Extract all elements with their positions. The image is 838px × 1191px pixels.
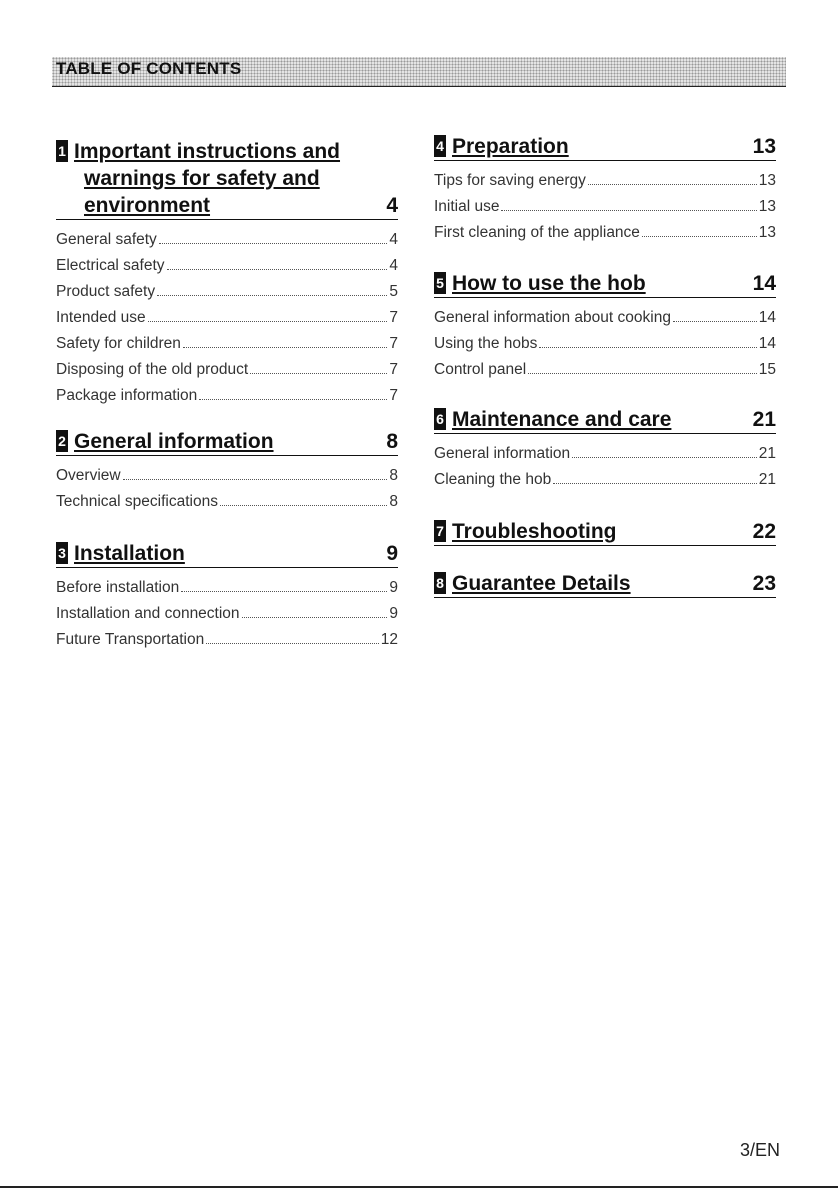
dot-leader: [199, 399, 387, 400]
toc-entry-label: Before installation: [56, 579, 180, 596]
section-heading[interactable]: [434, 270, 776, 298]
toc-entry-page: 8: [389, 467, 398, 484]
toc-entry[interactable]: [56, 493, 398, 519]
toc-entry[interactable]: [56, 335, 398, 361]
toc-entry-page: 4: [389, 257, 398, 274]
section-page-number: 21: [752, 408, 776, 431]
toc-entry-list: [56, 231, 398, 413]
section-page-number: 14: [752, 272, 776, 295]
toc-entry-label: Tips for saving energy: [434, 172, 586, 189]
toc-entry-list: [434, 309, 776, 387]
section-title-line: Troubleshooting: [452, 520, 617, 543]
toc-entry[interactable]: [434, 309, 776, 335]
toc-entry-list: [434, 445, 776, 497]
section-page-number: 22: [752, 520, 776, 543]
section-number-badge: 6: [434, 408, 446, 430]
toc-entry[interactable]: [434, 361, 776, 387]
toc-entry-page: 9: [389, 579, 398, 596]
toc-entry-page: 13: [758, 224, 776, 241]
toc-entry-page: 5: [389, 283, 398, 300]
section-title-line: Important instructions and: [74, 140, 341, 163]
section-title-line: How to use the hob: [452, 272, 646, 295]
toc-entry-label: Intended use: [56, 309, 146, 326]
toc-entry-page: 14: [758, 309, 776, 326]
toc-entry-list: [56, 467, 398, 519]
toc-section: [56, 540, 398, 657]
toc-entry[interactable]: [56, 605, 398, 631]
dot-leader: [220, 505, 387, 506]
toc-entry-label: Using the hobs: [434, 335, 538, 352]
section-title-line: General information: [74, 430, 274, 453]
toc-entry[interactable]: [56, 309, 398, 335]
toc-entry-label: Cleaning the hob: [434, 471, 552, 488]
toc-entry[interactable]: [434, 224, 776, 250]
toc-entry-label: Installation and connection: [56, 605, 240, 622]
dot-leader: [572, 457, 757, 458]
toc-entry-page: 13: [758, 172, 776, 189]
toc-entry[interactable]: [56, 231, 398, 257]
section-title: [56, 428, 398, 455]
section-number-badge: 1: [56, 140, 68, 162]
section-page-number: 8: [386, 430, 398, 453]
toc-entry-label: Overview: [56, 467, 121, 484]
dot-leader: [501, 210, 756, 211]
section-number-badge: 5: [434, 272, 446, 294]
toc-entry-label: First cleaning of the appliance: [434, 224, 640, 241]
toc-entry[interactable]: [434, 172, 776, 198]
toc-section: [434, 406, 776, 497]
dot-leader: [673, 321, 757, 322]
dot-leader: [167, 269, 388, 270]
page-number: 3/EN: [740, 1140, 781, 1160]
section-title-line: environment: [84, 194, 211, 217]
toc-entry-label: Future Transportation: [56, 631, 205, 648]
dot-leader: [539, 347, 756, 348]
toc-entry-page: 4: [389, 231, 398, 248]
section-page-number: 23: [752, 572, 776, 595]
toc-entry-page: 7: [389, 335, 398, 352]
section-heading[interactable]: [434, 406, 776, 434]
dot-leader: [642, 236, 757, 237]
toc-entry-page: 15: [758, 361, 776, 378]
toc-entry[interactable]: [56, 387, 398, 413]
section-heading[interactable]: [434, 133, 776, 161]
section-number-badge: 7: [434, 520, 446, 542]
toc-section: [434, 270, 776, 387]
section-number-badge: 4: [434, 135, 446, 157]
toc-entry[interactable]: [56, 361, 398, 387]
section-number-badge: 3: [56, 542, 68, 564]
dot-leader: [148, 321, 388, 322]
toc-entry-page: 7: [389, 361, 398, 378]
toc-entry-page: 12: [380, 631, 398, 648]
toc-entry-label: Electrical safety: [56, 257, 165, 274]
toc-section: [56, 428, 398, 519]
toc-entry[interactable]: [56, 631, 398, 657]
toc-section: [434, 570, 776, 598]
toc-entry[interactable]: [56, 467, 398, 493]
toc-entry[interactable]: [56, 283, 398, 309]
section-title-line: Installation: [74, 542, 185, 565]
toc-entry-list: [434, 172, 776, 250]
toc-entry-label: Initial use: [434, 198, 500, 215]
dot-leader: [181, 591, 387, 592]
section-title: [434, 406, 776, 433]
dot-leader: [123, 479, 388, 480]
dot-leader: [250, 373, 387, 374]
toc-entry-label: Package information: [56, 387, 198, 404]
section-title: [434, 270, 776, 297]
section-heading[interactable]: [56, 428, 398, 456]
section-title-line: Preparation: [452, 135, 569, 158]
toc-entry-label: Disposing of the old product: [56, 361, 249, 378]
toc-entry-label: Technical specifications: [56, 493, 218, 510]
section-heading[interactable]: [434, 570, 776, 598]
section-title: [56, 540, 398, 567]
section-heading[interactable]: [56, 138, 398, 220]
bottom-divider: [0, 1186, 838, 1188]
toc-entry-page: 13: [758, 198, 776, 215]
section-title: [434, 518, 776, 545]
toc-entry-page: 7: [389, 309, 398, 326]
section-page-number: 13: [752, 135, 776, 158]
section-title-line: Maintenance and care: [452, 408, 672, 431]
toc-entry-page: 7: [389, 387, 398, 404]
toc-entry[interactable]: [56, 257, 398, 283]
dot-leader: [588, 184, 757, 185]
toc-entry-label: General safety: [56, 231, 157, 248]
toc-entry-page: 8: [389, 493, 398, 510]
dot-leader: [553, 483, 757, 484]
toc-entry-label: Safety for children: [56, 335, 181, 352]
toc-entry[interactable]: [434, 445, 776, 471]
toc-section: [56, 138, 398, 413]
dot-leader: [157, 295, 387, 296]
section-title: [56, 138, 398, 219]
toc-entry-label: General information: [434, 445, 571, 462]
toc-entry-page: 9: [389, 605, 398, 622]
dot-leader: [206, 643, 379, 644]
section-number-badge: 8: [434, 572, 446, 594]
section-title: [434, 133, 776, 160]
dot-leader: [528, 373, 757, 374]
dot-leader: [242, 617, 388, 618]
dot-leader: [183, 347, 387, 348]
toc-banner: [52, 57, 786, 87]
toc-entry-page: 21: [758, 471, 776, 488]
page-title: TABLE OF CONTENTS: [56, 59, 242, 78]
toc-section: [434, 518, 776, 546]
section-title-line: Guarantee Details: [452, 572, 631, 595]
section-page-number: 9: [386, 542, 398, 565]
toc-entry-list: [56, 579, 398, 657]
section-page-number: 4: [386, 194, 398, 217]
section-heading[interactable]: [434, 518, 776, 546]
toc-entry-page: 14: [758, 335, 776, 352]
toc-entry[interactable]: [434, 471, 776, 497]
section-title: [434, 570, 776, 597]
toc-entry[interactable]: [434, 335, 776, 361]
toc-section: [434, 133, 776, 250]
section-title-line: warnings for safety and: [84, 167, 320, 190]
toc-entry[interactable]: [56, 579, 398, 605]
toc-entry-label: Control panel: [434, 361, 527, 378]
toc-entry-page: 21: [758, 445, 776, 462]
toc-entry[interactable]: [434, 198, 776, 224]
toc-entry-label: Product safety: [56, 283, 156, 300]
section-heading[interactable]: [56, 540, 398, 568]
dot-leader: [159, 243, 388, 244]
section-number-badge: 2: [56, 430, 68, 452]
toc-entry-label: General information about cooking: [434, 309, 671, 326]
